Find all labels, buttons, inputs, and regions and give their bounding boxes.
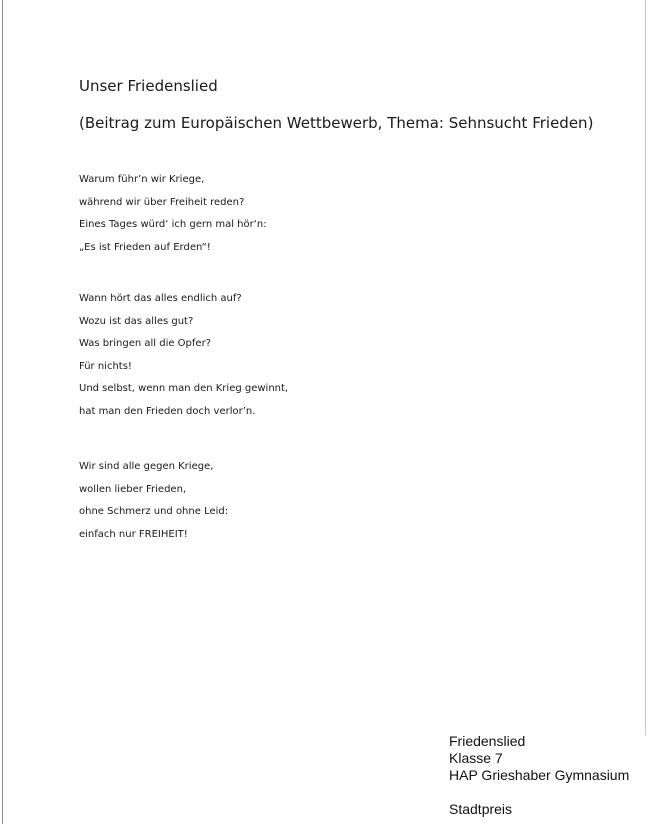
poem-line: während wir über Freiheit reden? (79, 196, 245, 208)
poem-line: Und selbst, wenn man den Krieg gewinnt, (79, 383, 289, 394)
footer-spacer (449, 784, 629, 801)
poem-line: hat man den Frieden doch verlor’n. (79, 405, 256, 417)
poem-line: „Es ist Frieden auf Erden“! (79, 241, 211, 253)
poem-line: ohne Schmerz und ohne Leid: (79, 506, 229, 517)
poem-line: Eines Tages würd‘ ich gern mal hör‘n: (79, 219, 267, 230)
stanza-1 (79, 174, 267, 264)
poem-line: Wann hört das alles endlich auf? (79, 293, 242, 304)
footer-award: Stadtpreis (449, 801, 513, 817)
poem-line: einfach nur FREIHEIT! (79, 528, 188, 540)
stanza-3 (79, 461, 228, 551)
poem-title: Unser Friedenslied (79, 77, 218, 95)
poem-line: Warum führ’n wir Kriege, (79, 174, 205, 185)
poem-line: Was bringen all die Opfer? (79, 338, 211, 349)
footer-class: Klasse 7 (449, 750, 503, 766)
poem-subtitle: (Beitrag zum Europäischen Wettbewerb, Thema: Sehnsucht Frieden) (79, 114, 594, 132)
poem-line: wollen lieber Frieden, (79, 483, 187, 495)
poem-line: Wir sind alle gegen Kriege, (79, 461, 214, 472)
footer-caption (449, 733, 629, 818)
stanza-2 (79, 293, 288, 428)
page-border-right (645, 0, 646, 735)
page-border-left (2, 0, 3, 824)
poem-line: Für nichts! (79, 360, 132, 372)
footer-school: HAP Grieshaber Gymnasium (449, 767, 630, 783)
poem-line: Wozu ist das alles gut? (79, 315, 194, 327)
footer-song: Friedenslied (449, 733, 526, 749)
